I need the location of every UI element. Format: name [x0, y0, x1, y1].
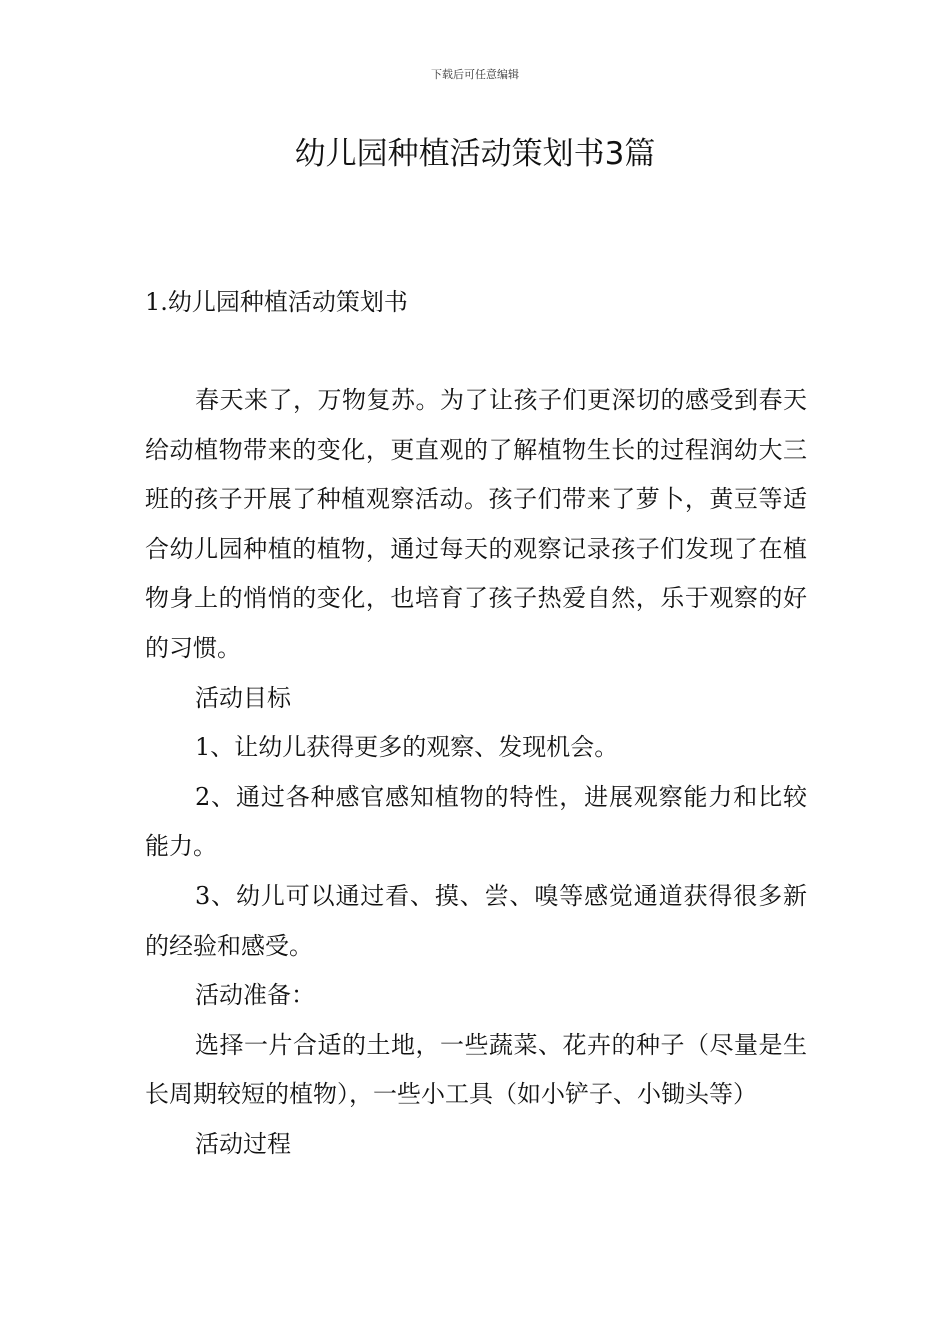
document-title: 幼儿园种植活动策划书3篇: [294, 136, 656, 172]
paragraph-goal-3: 3、幼儿可以通过看、摸、尝、嗅等感觉通道获得很多新的经验和感受。: [145, 881, 807, 960]
paragraph-intro: 春天来了，万物复苏。为了让孩子们更深切的感受到春天给动植物带来的变化，更直观的了解植物生长的过程润幼大三班的孩子开展了种植观察活动。孩子们带来了萝卜，黄豆等适合幼儿园种植的植物，通过每天的观察记录孩子们发现了在植物身上的悄悄的变化，也培育了孩子热爱自然，乐于观察的好的习惯。: [145, 386, 807, 662]
paragraph-goals-heading: 活动目标: [195, 683, 291, 712]
paragraph-prep-detail: 选择一片合适的土地，一些蔬菜、花卉的种子（尽量是生长周期较短的植物），一些小工具（如小铲子、小锄头等）: [145, 1030, 807, 1109]
paragraph-goal-2: 2、通过各种感官感知植物的特性，进展观察能力和比较能力。: [145, 782, 807, 861]
document-body: [145, 376, 807, 1170]
paragraph-process-heading: 活动过程: [195, 1129, 291, 1158]
paragraph-prep-heading: 活动准备：: [195, 981, 315, 1010]
header-note: 下载后可任意编辑: [431, 68, 519, 81]
paragraph-goal-1: 1、让幼儿获得更多的观察、发现机会。: [195, 733, 619, 762]
section-heading: 1.幼儿园种植活动策划书: [145, 288, 408, 316]
